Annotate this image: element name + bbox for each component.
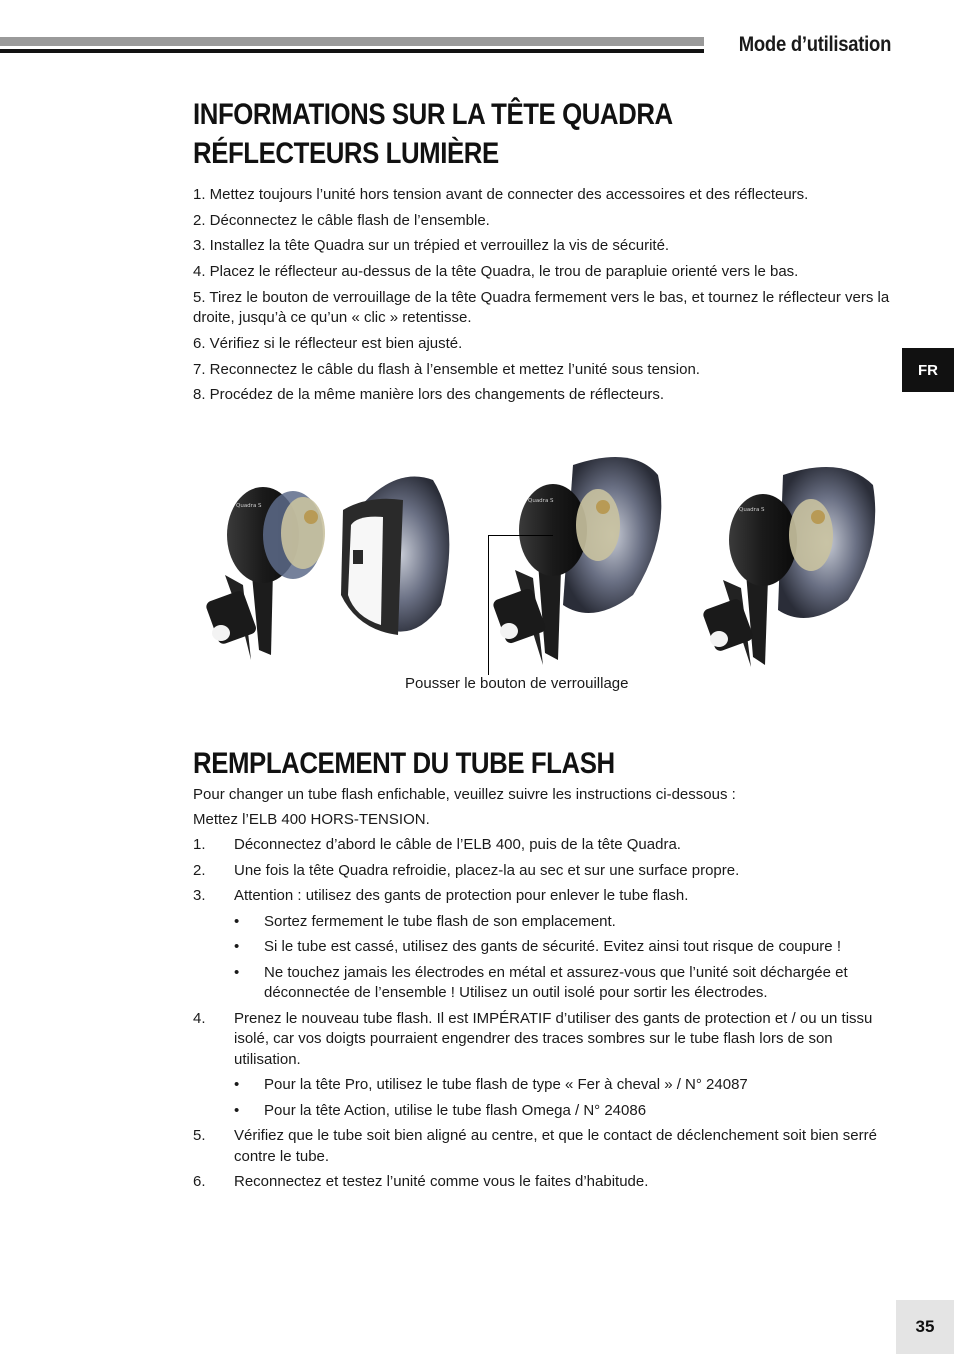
bullet-icon: • — [234, 963, 240, 981]
step-text: Déconnectez d’abord le câble de l’ELB 400, puis de la tête Quadra. — [234, 836, 681, 853]
language-tab: FR — [902, 348, 954, 392]
step-row — [193, 1172, 893, 1193]
device-label-2: Quadra S — [528, 498, 554, 504]
section-title: Mode d’utilisation — [738, 33, 891, 56]
header-bar-black — [0, 49, 704, 53]
reflector-mounting-illustration — [193, 445, 893, 675]
step-text: Vérifiez que le tube soit bien aligné au centre, et que le contact de déclenchement soit bien serré contre le tube. — [234, 1127, 877, 1165]
step-row — [193, 1126, 893, 1167]
section2-intro2: Mettez l’ELB 400 HORS-TENSION. — [193, 811, 430, 828]
bullet-icon: • — [234, 938, 240, 955]
header-bar-gray — [0, 37, 704, 46]
quadra-head-3 — [702, 467, 876, 667]
bullet-text: Sortez fermement le tube flash de son emplacement. — [264, 912, 616, 930]
list-item: 8. Procédez de la même manière lors des changements de réflecteurs. — [193, 386, 665, 404]
step-number: 4. — [193, 1009, 206, 1027]
device-label-1: Quadra S — [236, 503, 262, 509]
step-text: Reconnectez et testez l’unité comme vous le faites d’habitude. — [234, 1173, 649, 1190]
step-row — [193, 1009, 893, 1071]
list-item: 4. Placez le réflecteur au-dessus de la tête Quadra, le trou de parapluie orienté vers le bas. — [193, 263, 799, 281]
page-number: 35 — [896, 1300, 954, 1354]
bullet-icon: • — [234, 1101, 240, 1119]
step-text: Attention : utilisez des gants de protection pour enlever le tube flash. — [234, 887, 689, 904]
device-label-3: Quadra S — [739, 507, 765, 513]
step-row — [193, 886, 893, 907]
step-text: Une fois la tête Quadra refroidie, placez-la au sec et sur une surface propre. — [234, 861, 740, 879]
section1-title — [193, 95, 673, 173]
bullet-row — [193, 1075, 893, 1096]
list-item: 1. Mettez toujours l’unité hors tension avant de connecter des accessoires et des réflecteurs. — [193, 186, 809, 203]
step-number: 3. — [193, 887, 206, 904]
callout-line-vertical — [488, 535, 489, 675]
step-text: Prenez le nouveau tube flash. Il est IMPÉRATIF d’utiliser des gants de protection et / ou un tissu isolé, car vos doigts pourraient engendrer des traces sombres sur le tube flash lors de son utilisation. — [234, 1009, 873, 1068]
bullet-row — [193, 937, 893, 958]
bullet-text: Pour la tête Action, utilise le tube flash Omega / N° 24086 — [264, 1101, 647, 1119]
figure-caption: Pousser le bouton de verrouillage — [405, 675, 629, 692]
bullet-text: Pour la tête Pro, utilisez le tube flash de type « Fer à cheval » / N° 24087 — [264, 1076, 748, 1093]
step-row — [193, 835, 893, 856]
reflector-steps-list — [193, 185, 893, 411]
reflector-detached — [341, 477, 449, 635]
quadra-head-2 — [492, 457, 662, 665]
step-row — [193, 861, 893, 882]
quadra-head-1 — [205, 487, 325, 660]
section2-intro: Pour changer un tube flash enfichable, veuillez suivre les instructions ci-dessous : — [193, 786, 736, 803]
callout-line-horizontal — [488, 535, 553, 536]
bullet-row — [193, 1101, 893, 1122]
step-number: 6. — [193, 1173, 206, 1190]
list-item: 6. Vérifiez si le réflecteur est bien ajusté. — [193, 334, 463, 352]
step-number: 1. — [193, 836, 206, 853]
section1-title-line2: RÉFLECTEURS LUMIÈRE — [193, 137, 499, 170]
bullet-text: Ne touchez jamais les électrodes en métal et assurez-vous que l’unité soit déchargée et déconnectée de l’ensemble ! Utilisez un outil isolé pour sortir les électrodes. — [264, 963, 848, 1001]
step-number: 5. — [193, 1127, 206, 1144]
list-item: 3. Installez la tête Quadra sur un trépied et verrouillez la vis de sécurité. — [193, 237, 670, 255]
list-item: 7. Reconnectez le câble du flash à l’ensemble et mettez l’unité sous tension. — [193, 360, 700, 378]
bullet-text: Si le tube est cassé, utilisez des gants de sécurité. Evitez ainsi tout risque de coupure ! — [264, 938, 841, 955]
bullet-icon: • — [234, 912, 240, 930]
bullet-icon: • — [234, 1076, 240, 1093]
section2-title: REMPLACEMENT DU TUBE FLASH — [193, 747, 615, 780]
bullet-row — [193, 963, 893, 1004]
list-item: 2. Déconnectez le câble flash de l’ensemble. — [193, 211, 490, 229]
bullet-row — [193, 912, 893, 933]
step-number: 2. — [193, 861, 206, 879]
list-item: 5. Tirez le bouton de verrouillage de la tête Quadra fermement vers le bas, et tournez le réflecteur vers la droite, jusqu’à ce qu’un « clic » retentisse. — [193, 288, 890, 327]
section1-title-line1: INFORMATIONS SUR LA TÊTE QUADRA — [193, 98, 673, 131]
flash-tube-steps — [193, 835, 893, 1198]
